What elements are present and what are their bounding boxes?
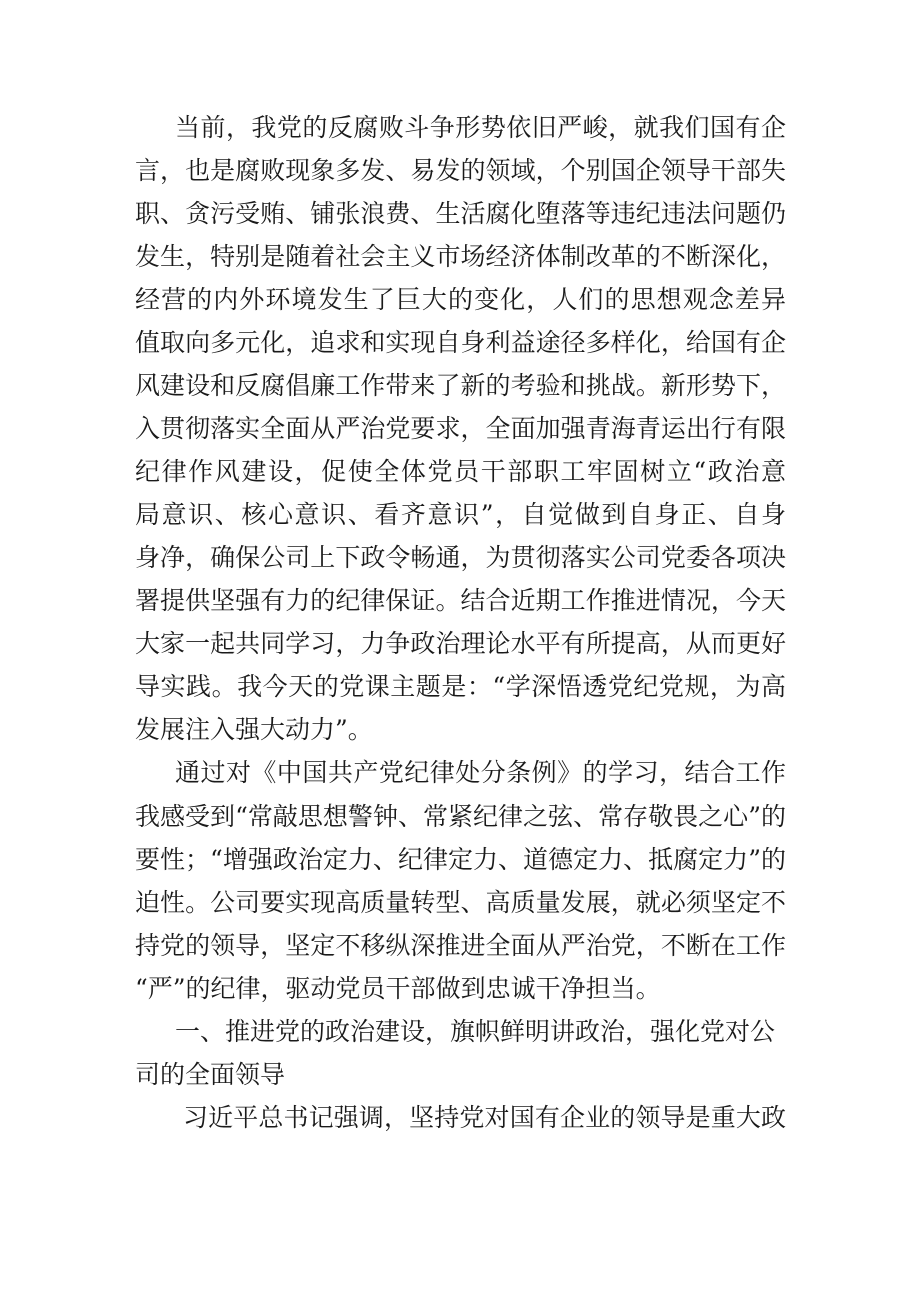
text-line: 一、推进党的政治建设，旗帜鲜明讲政治，强化党对公 bbox=[175, 1016, 776, 1046]
section-heading-1 bbox=[135, 1010, 786, 1096]
intro-paragraph bbox=[135, 106, 786, 751]
text-line: 司的全面领导 bbox=[135, 1059, 286, 1089]
text-line: 风建设和反腐倡廉工作带来了新的考验和挑战。新形势下， bbox=[135, 371, 786, 401]
text-line: 习近平总书记强调，坚持党对国有企业的领导是重大政 bbox=[183, 1102, 786, 1132]
text-line: 迫性。公司要实现高质量转型、高质量发展，就必须坚定不 bbox=[135, 887, 786, 917]
text-line: 局意识、核心意识、看齐意识”，自觉做到自身正、自身 bbox=[135, 500, 786, 530]
text-line: 职、贪污受贿、铺张浪费、生活腐化堕落等违纪违法问题仍 bbox=[135, 199, 786, 229]
text-line: 当前，我党的反腐败斗争形势依旧严峻，就我们国有企 bbox=[175, 113, 786, 142]
text-line: 署提供坚强有力的纪律保证。结合近期工作推进情况，今天 bbox=[135, 586, 786, 616]
text-line: 值取向多元化，追求和实现自身利益途径多样化，给国有企 bbox=[135, 328, 786, 358]
text-line: 身净，确保公司上下政令畅通，为贯彻落实公司党委各项决 bbox=[135, 543, 786, 573]
text-line: 通过对《中国共产党纪律处分条例》的学习，结合工作 bbox=[175, 758, 786, 788]
text-line: 言，也是腐败现象多发、易发的领域，个别国企领导干部失 bbox=[135, 156, 786, 186]
text-line: 入贯彻落实全面从严治党要求，全面加强青海青运出行有限 bbox=[135, 414, 786, 444]
text-line: 纪律作风建设，促使全体党员干部职工牢固树立“政治意 bbox=[135, 457, 786, 487]
text-line: “严”的纪律，驱动党员干部做到忠诚干净担当。 bbox=[135, 973, 661, 1003]
text-line: 大家一起共同学习，力争政治理论水平有所提高，从而更好 bbox=[135, 629, 786, 659]
text-line: 持党的领导，坚定不移纵深推进全面从严治党，不断在工作 bbox=[135, 930, 786, 960]
document-page bbox=[135, 106, 786, 1139]
text-line: 发展注入强大动力”。 bbox=[135, 715, 373, 745]
text-line: 导实践。我今天的党课主题是：“学深悟透党纪党规，为高 bbox=[135, 672, 786, 702]
text-line: 发生，特别是随着社会主义市场经济体制改革的不断深化， bbox=[135, 242, 786, 272]
text-line: 经营的内外环境发生了巨大的变化，人们的思想观念差异 bbox=[135, 285, 786, 315]
text-line: 我感受到“常敲思想警钟、常紧纪律之弦、常存敬畏之心”的 bbox=[135, 801, 786, 831]
text-line: 要性；“增强政治定力、纪律定力、道德定力、抵腐定力”的 bbox=[135, 844, 786, 874]
study-paragraph bbox=[135, 751, 786, 1009]
section-1-paragraph bbox=[135, 1096, 786, 1139]
